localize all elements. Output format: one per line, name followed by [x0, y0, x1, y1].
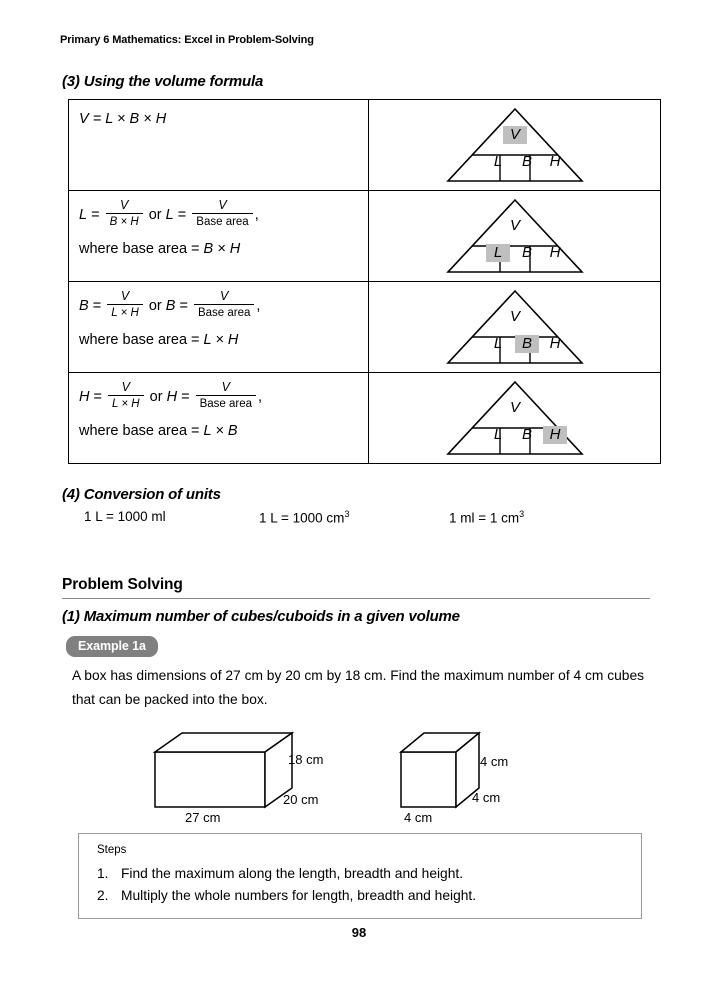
formula-trailing-comma: ,: [256, 297, 261, 314]
triangle-diagram-h: [369, 373, 660, 463]
fraction-denominator: L × H: [112, 398, 140, 410]
unit-conversion-2: [259, 509, 349, 526]
steps-box: [78, 833, 642, 919]
formula-h-lhs2: H: [166, 388, 178, 405]
triangle-label-h: H: [543, 426, 567, 444]
fraction-denominator: B × H: [109, 216, 139, 228]
formula-l-note: [79, 239, 368, 259]
running-head: Primary 6 Mathematics: Excel in Problem-Solving: [60, 34, 314, 46]
triangle-label-b: B: [521, 426, 532, 443]
formula-v: [79, 109, 368, 129]
formula-connector: or: [149, 388, 163, 405]
triangle-label-l: L: [493, 426, 503, 443]
step-number: 1.: [97, 866, 109, 881]
triangle-label-h: H: [549, 335, 561, 352]
formula-cell-v: [69, 100, 369, 191]
base-area-expr: B × H: [203, 241, 241, 257]
formula-b-lhs: B: [79, 297, 89, 314]
unit-conversion-3-main: 1 ml = 1 cm: [449, 510, 520, 526]
base-area-prefix: where base area =: [79, 332, 200, 348]
base-area-prefix: where base area =: [79, 423, 200, 439]
diagram-cell-b: [369, 282, 661, 373]
unit-conversion-1: 1 L = 1000 ml: [84, 509, 166, 524]
triangle-diagram-v: [369, 100, 660, 190]
problem-statement: A box has dimensions of 27 cm by 20 cm by 18 cm. Find the maximum number of 4 cm cubes that can be packed into the box.: [72, 668, 645, 707]
triangle-label-h: H: [549, 244, 561, 261]
fraction-denominator: Base area: [197, 307, 251, 319]
triangle-shape: [445, 197, 585, 275]
formula-l: L = $\frac{V}{B \times H}$ or L = $\frac{V}{\text{Base area}}$ ,: [79, 198, 259, 228]
step-number: 2.: [97, 888, 109, 903]
base-area-prefix: where base area =: [79, 241, 200, 257]
diagram-cell-v: [369, 100, 661, 191]
formula-b-lhs2: B: [165, 297, 176, 314]
formula-trailing-comma: ,: [254, 206, 259, 223]
diagram-cell-l: [369, 191, 661, 282]
volume-formula-table: [68, 99, 661, 464]
fraction-numerator: V: [194, 290, 254, 305]
fraction-denominator: Base area: [196, 216, 249, 228]
triangle-label-l: L: [486, 244, 510, 262]
problem-solving-subheading: (1) Maximum number of cubes/cuboids in a given volume: [62, 608, 460, 625]
fraction-numerator: V: [108, 381, 144, 396]
triangle-label-v: V: [509, 399, 520, 416]
cube-height-label: 4 cm: [480, 754, 509, 769]
fraction-numerator: V: [106, 199, 143, 214]
fraction-v-over-bh: [106, 199, 143, 229]
heading-divider: [62, 598, 650, 599]
formula-cell-b: [69, 282, 369, 373]
table-row: [69, 282, 661, 373]
formula-h: H = $\frac{V}{L \times H}$ or H = $\frac{V}{\text{Base area}}$ ,: [79, 380, 263, 410]
triangle-label-b: B: [515, 335, 539, 353]
table-row: [69, 191, 661, 282]
problem-solving-heading: Problem Solving: [62, 576, 183, 593]
fraction-v-over-basearea: [192, 199, 252, 229]
cube-depth-label: 4 cm: [472, 790, 501, 805]
fraction-numerator: V: [107, 290, 143, 305]
section-heading-3: (3) Using the volume formula: [62, 73, 264, 90]
triangle-label-v: V: [509, 217, 520, 234]
unit-conversion-3-exponent: 3: [519, 509, 525, 519]
formula-b-note: [79, 330, 368, 350]
triangle-label-b: B: [521, 153, 532, 170]
step-text: Multiply the whole numbers for length, breadth and height.: [121, 888, 477, 903]
table-row: [69, 100, 661, 191]
base-area-expr: L × B: [203, 423, 238, 439]
triangle-label-l: L: [493, 335, 503, 352]
fraction-denominator: Base area: [199, 398, 253, 410]
unit-conversion-2-main: 1 L = 1000 cm: [259, 510, 345, 526]
formula-connector: or: [148, 297, 162, 314]
step-text: Find the maximum along the length, breadth and height.: [121, 866, 464, 881]
triangle-label-b: B: [521, 244, 532, 261]
base-area-expr: L × H: [203, 332, 239, 348]
unit-conversion-2-exponent: 3: [344, 509, 350, 519]
list-item: [97, 886, 476, 906]
section-heading-4: (4) Conversion of units: [62, 486, 221, 503]
fraction-numerator: V: [192, 199, 252, 214]
table-row: [69, 373, 661, 464]
unit-conversion-3: [449, 509, 524, 526]
fraction-denominator: L × H: [111, 307, 139, 319]
triangle-shape: [445, 379, 585, 457]
formula-b: B = $\frac{V}{L \times H}$ or B = $\frac{V}{\text{Base area}}$ ,: [79, 289, 261, 319]
formula-trailing-comma: ,: [258, 388, 263, 405]
formula-cell-h: [69, 373, 369, 464]
fraction-v-over-basearea: [194, 290, 254, 320]
figures-row: [0, 722, 718, 830]
fraction-v-over-lh: [107, 290, 143, 320]
page-number: 98: [351, 925, 367, 940]
diagram-cell-h: [369, 373, 661, 464]
triangle-label-v: V: [509, 308, 520, 325]
formula-cell-l: [69, 191, 369, 282]
triangle-label-h: H: [549, 153, 561, 170]
triangle-shape: [445, 288, 585, 366]
cube-length-label: 4 cm: [404, 810, 433, 825]
triangle-shape: [445, 106, 585, 184]
formula-connector: or: [148, 206, 162, 223]
example-badge: Example 1a: [66, 636, 158, 657]
cuboid-height-label: 18 cm: [288, 752, 324, 767]
formula-h-note: [79, 421, 368, 441]
formula-l-lhs: L: [79, 206, 88, 223]
fraction-numerator: V: [196, 381, 256, 396]
triangle-label-v: V: [503, 126, 527, 144]
formula-h-lhs: H: [79, 388, 90, 405]
formula-l-lhs2: L: [165, 206, 174, 223]
triangle-label-l: L: [493, 153, 503, 170]
fraction-v-over-basearea: [196, 381, 256, 411]
fraction-v-over-lh: [108, 381, 144, 411]
cuboid-length-label: 27 cm: [185, 810, 221, 825]
steps-title: Steps: [97, 844, 127, 856]
list-item: [97, 864, 463, 884]
triangle-diagram-l: [369, 191, 660, 281]
triangle-diagram-b: [369, 282, 660, 372]
formula-v-text: V = L × B × H: [79, 111, 167, 127]
cuboid-depth-label: 20 cm: [283, 792, 319, 807]
